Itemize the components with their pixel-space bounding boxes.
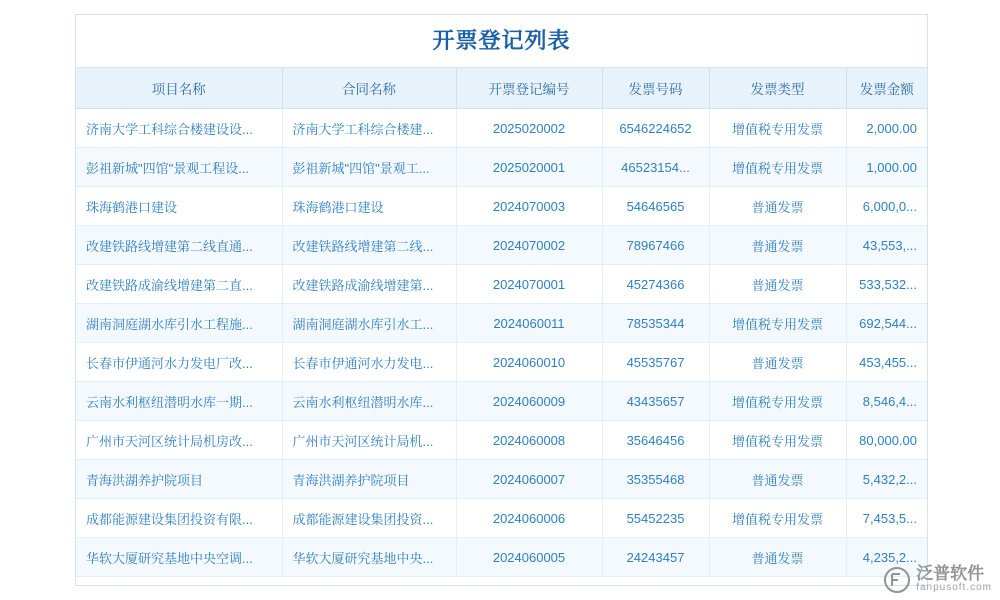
cell-contract-name[interactable]: 改建铁路线增建第二线... (282, 226, 456, 265)
cell-contract-name[interactable]: 青海洪湖养护院项目 (282, 460, 456, 499)
cell-contract-name[interactable]: 珠海鹤港口建设 (282, 187, 456, 226)
cell-project-name[interactable]: 珠海鹤港口建设 (76, 187, 282, 226)
cell-registration-no[interactable]: 2024070002 (456, 226, 602, 265)
watermark-brand: 泛普软件 (916, 564, 985, 583)
cell-contract-name[interactable]: 广州市天河区统计局机... (282, 421, 456, 460)
cell-project-name[interactable]: 湖南洞庭湖水库引水工程施... (76, 304, 282, 343)
cell-registration-no[interactable]: 2024060007 (456, 460, 602, 499)
cell-invoice-amount[interactable]: 692,544... (846, 304, 927, 343)
table-row[interactable] (76, 382, 927, 421)
cell-contract-name[interactable]: 华软大厦研究基地中央... (282, 538, 456, 577)
cell-invoice-no[interactable]: 46523154... (602, 148, 709, 187)
cell-contract-name[interactable]: 彭祖新城"四馆"景观工... (282, 148, 456, 187)
cell-project-name[interactable]: 改建铁路成渝线增建第二直... (76, 265, 282, 304)
table-row[interactable] (76, 109, 927, 148)
cell-invoice-type[interactable]: 增值税专用发票 (709, 382, 846, 421)
column-header-project-name[interactable]: 项目名称 (76, 68, 282, 109)
invoice-registration-table (76, 68, 927, 577)
cell-invoice-amount[interactable]: 4,235,2... (846, 538, 927, 577)
table-header (76, 68, 927, 109)
table-row[interactable] (76, 187, 927, 226)
table-row[interactable] (76, 343, 927, 382)
table-row[interactable] (76, 304, 927, 343)
cell-registration-no[interactable]: 2024060011 (456, 304, 602, 343)
cell-invoice-no[interactable]: 43435657 (602, 382, 709, 421)
cell-invoice-amount[interactable]: 7,453,5... (846, 499, 927, 538)
cell-invoice-type[interactable]: 普通发票 (709, 187, 846, 226)
column-header-contract-name[interactable]: 合同名称 (282, 68, 456, 109)
cell-invoice-type[interactable]: 普通发票 (709, 265, 846, 304)
cell-registration-no[interactable]: 2024060010 (456, 343, 602, 382)
cell-invoice-no[interactable]: 55452235 (602, 499, 709, 538)
table-row[interactable] (76, 226, 927, 265)
cell-registration-no[interactable]: 2024070003 (456, 187, 602, 226)
cell-project-name[interactable]: 云南水利枢纽潜明水库一期... (76, 382, 282, 421)
cell-contract-name[interactable]: 湖南洞庭湖水库引水工... (282, 304, 456, 343)
cell-invoice-amount[interactable]: 533,532... (846, 265, 927, 304)
cell-project-name[interactable]: 长春市伊通河水力发电厂改... (76, 343, 282, 382)
cell-contract-name[interactable]: 成都能源建设集团投资... (282, 499, 456, 538)
cell-project-name[interactable]: 成都能源建设集团投资有限... (76, 499, 282, 538)
cell-invoice-amount[interactable]: 5,432,2... (846, 460, 927, 499)
cell-invoice-no[interactable]: 35355468 (602, 460, 709, 499)
column-header-invoice-no[interactable]: 发票号码 (602, 68, 709, 109)
cell-registration-no[interactable]: 2024070001 (456, 265, 602, 304)
cell-invoice-amount[interactable]: 1,000.00 (846, 148, 927, 187)
cell-invoice-type[interactable]: 普通发票 (709, 343, 846, 382)
cell-invoice-type[interactable]: 增值税专用发票 (709, 499, 846, 538)
cell-invoice-no[interactable]: 54646565 (602, 187, 709, 226)
table-row[interactable] (76, 265, 927, 304)
cell-project-name[interactable]: 改建铁路线增建第二线直通... (76, 226, 282, 265)
cell-registration-no[interactable]: 2025020001 (456, 148, 602, 187)
cell-project-name[interactable]: 青海洪湖养护院项目 (76, 460, 282, 499)
cell-registration-no[interactable]: 2024060008 (456, 421, 602, 460)
cell-project-name[interactable]: 济南大学工科综合楼建设设... (76, 109, 282, 148)
column-header-invoice-amount[interactable]: 发票金额 (846, 68, 927, 109)
cell-invoice-no[interactable]: 35646456 (602, 421, 709, 460)
cell-invoice-type[interactable]: 增值税专用发票 (709, 109, 846, 148)
cell-registration-no[interactable]: 2024060009 (456, 382, 602, 421)
cell-contract-name[interactable]: 济南大学工科综合楼建... (282, 109, 456, 148)
cell-invoice-no[interactable]: 78967466 (602, 226, 709, 265)
table-row[interactable] (76, 499, 927, 538)
cell-invoice-amount[interactable]: 2,000.00 (846, 109, 927, 148)
column-header-invoice-type[interactable]: 发票类型 (709, 68, 846, 109)
cell-registration-no[interactable]: 2025020002 (456, 109, 602, 148)
cell-project-name[interactable]: 彭祖新城"四馆"景观工程设... (76, 148, 282, 187)
cell-invoice-no[interactable]: 24243457 (602, 538, 709, 577)
table-row[interactable] (76, 421, 927, 460)
cell-invoice-amount[interactable]: 6,000,0... (846, 187, 927, 226)
invoice-registration-panel (75, 14, 928, 586)
column-header-registration-no[interactable]: 开票登记编号 (456, 68, 602, 109)
cell-invoice-no[interactable]: 45274366 (602, 265, 709, 304)
cell-invoice-amount[interactable]: 43,553,... (846, 226, 927, 265)
fanpu-logo-icon (884, 567, 910, 593)
table-body (76, 109, 927, 577)
cell-project-name[interactable]: 华软大厦研究基地中央空调... (76, 538, 282, 577)
cell-contract-name[interactable]: 云南水利枢纽潜明水库... (282, 382, 456, 421)
cell-contract-name[interactable]: 改建铁路成渝线增建第... (282, 265, 456, 304)
cell-registration-no[interactable]: 2024060005 (456, 538, 602, 577)
cell-project-name[interactable]: 广州市天河区统计局机房改... (76, 421, 282, 460)
cell-contract-name[interactable]: 长春市伊通河水力发电... (282, 343, 456, 382)
cell-invoice-type[interactable]: 普通发票 (709, 460, 846, 499)
cell-registration-no[interactable]: 2024060006 (456, 499, 602, 538)
table-row[interactable] (76, 148, 927, 187)
table-header-row (76, 68, 927, 109)
cell-invoice-no[interactable]: 6546224652 (602, 109, 709, 148)
cell-invoice-type[interactable]: 增值税专用发票 (709, 148, 846, 187)
watermark (884, 565, 992, 594)
cell-invoice-type[interactable]: 普通发票 (709, 538, 846, 577)
cell-invoice-amount[interactable]: 453,455... (846, 343, 927, 382)
cell-invoice-type[interactable]: 增值税专用发票 (709, 304, 846, 343)
cell-invoice-no[interactable]: 45535767 (602, 343, 709, 382)
watermark-text (916, 565, 992, 594)
watermark-domain: fanpusoft.com (916, 582, 992, 593)
page-title: 开票登记列表 (76, 15, 927, 68)
cell-invoice-amount[interactable]: 80,000.00 (846, 421, 927, 460)
cell-invoice-type[interactable]: 普通发票 (709, 226, 846, 265)
table-row[interactable] (76, 538, 927, 577)
cell-invoice-amount[interactable]: 8,546,4... (846, 382, 927, 421)
cell-invoice-type[interactable]: 增值税专用发票 (709, 421, 846, 460)
table-row[interactable] (76, 460, 927, 499)
cell-invoice-no[interactable]: 78535344 (602, 304, 709, 343)
